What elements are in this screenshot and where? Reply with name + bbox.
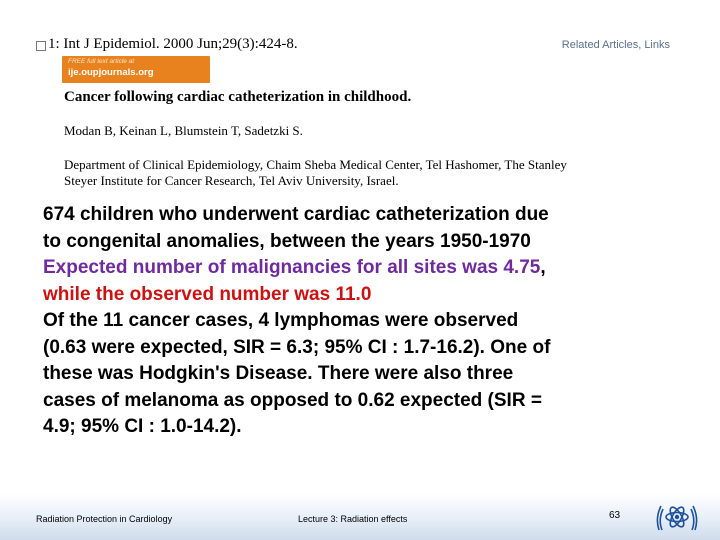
- comma: ,: [540, 257, 546, 278]
- fulltext-badge-caption: FREE full text article at: [68, 58, 135, 65]
- footer-course-title: Radiation Protection in Cardiology: [36, 514, 173, 524]
- detail-line: cases of melanoma as opposed to 0.62 expected (SIR =: [43, 389, 542, 411]
- detail-line: these was Hodgkin's Disease. There were also three: [43, 363, 514, 384]
- citation: 1: Int J Epidemiol. 2000 Jun;29(3):424-8.: [48, 36, 298, 52]
- page-number: 63: [609, 510, 621, 521]
- fulltext-badge[interactable]: [62, 56, 210, 83]
- body-line: to congenital anomalies, between the years 1950-1970: [43, 230, 531, 252]
- affiliation-line: Steyer Institute for Cancer Research, Tel Aviv University, Israel.: [64, 173, 399, 188]
- expected-line: [43, 255, 715, 282]
- article-affiliation: [64, 157, 567, 189]
- related-articles-link[interactable]: Related Articles, Links: [561, 39, 670, 51]
- pubmed-abstract-clipping: [34, 28, 674, 191]
- article-authors: Modan B, Keinan L, Blumstein T, Sadetzki S.: [64, 123, 303, 138]
- detail-line: 4.9; 95% CI : 1.0-14.2).: [43, 416, 242, 437]
- expected-malignancies-text: Expected number of malignancies for all sites was 4.75: [43, 257, 541, 278]
- iaea-logo-icon: [653, 496, 701, 536]
- fulltext-badge-url: ije.oupjournals.org: [68, 67, 154, 78]
- observed-malignancies-text: while the observed number was 11.0: [43, 283, 372, 305]
- slide-body: [43, 202, 715, 441]
- detail-line: (0.63 were expected, SIR = 6.3; 95% CI : 1.7-16.2). One of: [43, 336, 551, 358]
- affiliation-line: Department of Clinical Epidemiology, Chaim Sheba Medical Center, Tel Hashomer, The Stanley: [64, 157, 567, 172]
- footer-lecture-title: Lecture 3: Radiation effects: [298, 514, 408, 524]
- article-title: Cancer following cardiac catheterization in childhood.: [64, 89, 412, 105]
- body-line: 674 children who underwent cardiac catheterization due: [43, 204, 549, 225]
- detail-line: Of the 11 cancer cases, 4 lymphomas were observed: [43, 310, 519, 331]
- checkbox-icon: [36, 41, 46, 51]
